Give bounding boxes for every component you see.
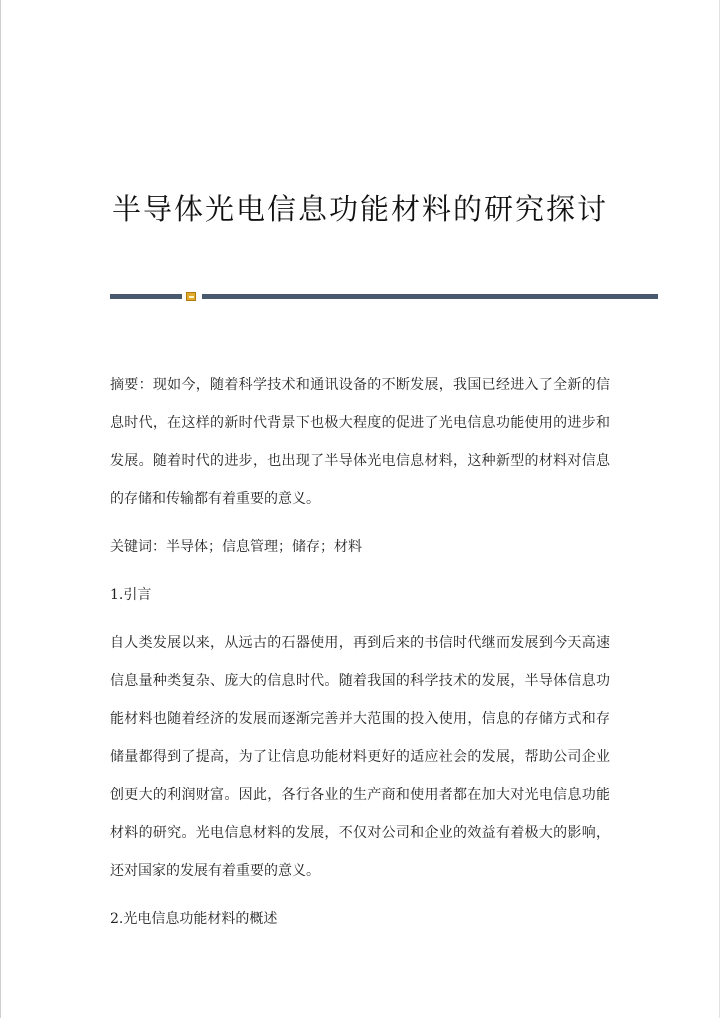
document-title: 半导体光电信息功能材料的研究探讨 — [111, 192, 608, 227]
divider-bar-left — [110, 294, 182, 299]
divider-bar-right — [202, 294, 658, 299]
section-heading-overview: 2.光电信息功能材料的概述 — [110, 911, 278, 927]
title-divider — [110, 292, 658, 300]
keywords-line: 关键词：半导体；信息管理；储存；材料 — [110, 539, 362, 555]
page-border-left — [0, 0, 1, 1018]
document-icon — [186, 292, 196, 301]
section-heading-introduction: 1.引言 — [110, 587, 152, 603]
introduction-paragraph: 自人类发展以来，从远古的石器使用，再到后来的书信时代继而发展到今天高速信息量种类复杂、庞大的信息时代。随着我国的科学技术的发展，半导体信息功能材料也随着经济的发展而逐渐完善并大范围的投入使用，信息的存储方式和存储量都得到了提高，为了让信息功能材料更好的适应社会的发展，帮助公司企业创更大的利润财富。因此，各行各业的生产商和使用者都在加大对光电信息功能材料的研究。光电信息材料的发展，不仅对公司和企业的效益有着极大的影响，还对国家的发展有着重要的意义。 — [110, 635, 610, 879]
document-body — [110, 366, 610, 938]
abstract-paragraph: 摘要：现如今，随着科学技术和通讯设备的不断发展，我国已经进入了全新的信息时代，在这样的新时代背景下也极大程度的促进了光电信息功能使用的进步和发展。随着时代的进步，也出现了半导体光电信息材料，这种新型的材料对信息的存储和传输都有着重要的意义。 — [110, 377, 610, 507]
